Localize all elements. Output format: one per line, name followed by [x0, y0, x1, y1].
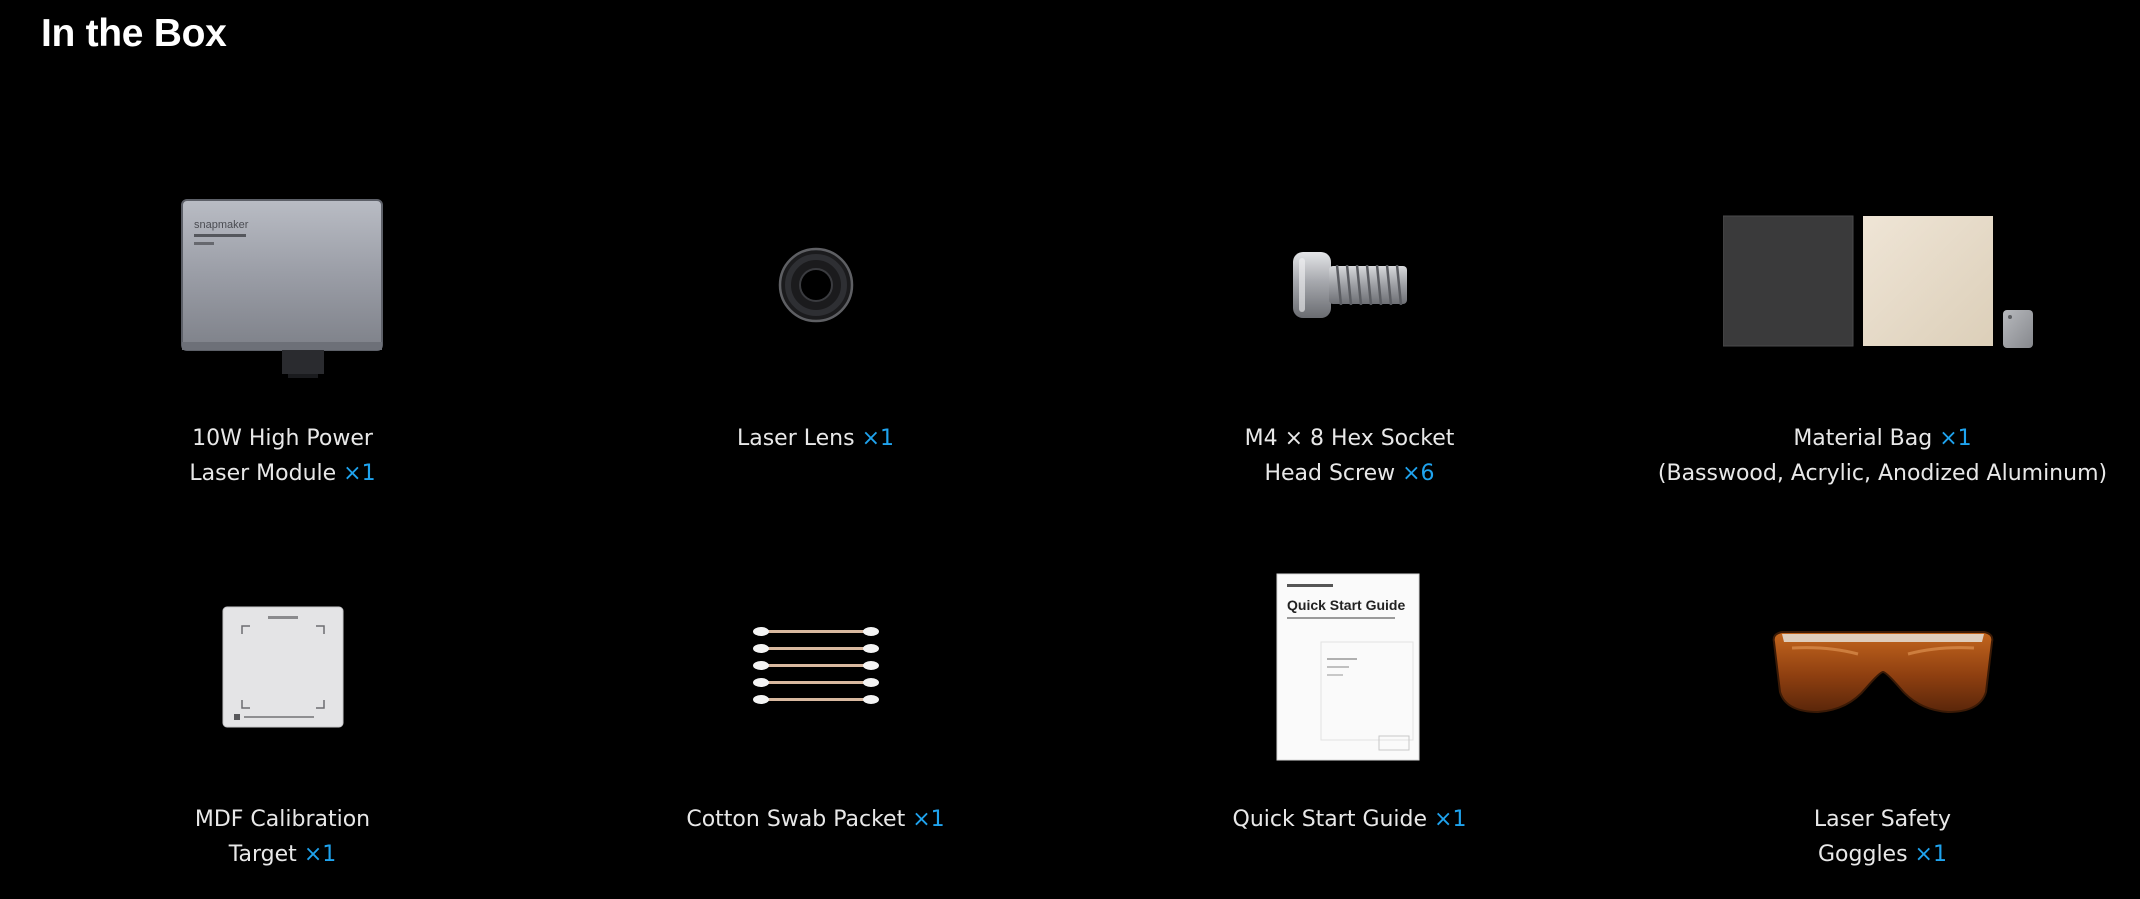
guide-cover-title: Quick Start Guide — [1286, 597, 1405, 613]
calibration-target-icon — [218, 602, 348, 732]
hex-screw-icon — [1285, 240, 1415, 330]
material-bag-image — [1615, 170, 2140, 400]
item-caption — [1082, 802, 1617, 837]
cotton-swab-icon — [751, 617, 881, 717]
material-bag-icon — [1723, 210, 2043, 360]
laser-module-image — [15, 170, 550, 400]
item-quantity: ×1 — [303, 842, 337, 867]
item-caption — [1615, 802, 2140, 872]
item-caption — [548, 421, 1083, 456]
item-quantity: ×1 — [1939, 426, 1972, 451]
module-logo-text: snapmaker — [193, 219, 248, 231]
item-name: Laser Module — [189, 461, 337, 486]
item-name: (Basswood, Acrylic, Anodized Aluminum) — [1657, 461, 2108, 486]
item-caption — [15, 802, 550, 872]
item-name: Goggles — [1818, 842, 1908, 867]
hex-screw-image — [1082, 170, 1617, 400]
laser-lens-image — [548, 170, 1083, 400]
item-quantity: ×1 — [1914, 842, 1947, 867]
item-name: Cotton Swab Packet — [686, 807, 906, 832]
calibration-target-image — [15, 552, 550, 782]
cotton-swab-image — [548, 552, 1083, 782]
item-quantity: ×1 — [861, 426, 895, 451]
quick-start-guide-icon — [1275, 572, 1425, 762]
item-name: 10W High Power — [192, 426, 373, 451]
item-quantity: ×1 — [912, 807, 945, 832]
safety-goggles-image — [1615, 552, 2140, 782]
item-quantity: ×1 — [1434, 807, 1467, 832]
item-name: Quick Start Guide — [1232, 807, 1428, 832]
item-quantity: ×6 — [1402, 461, 1435, 486]
item-caption — [1082, 421, 1617, 491]
item-name: Laser Safety — [1813, 807, 1952, 832]
item-name: Laser Lens — [736, 426, 855, 451]
item-caption — [15, 421, 550, 491]
item-caption — [1615, 421, 2140, 491]
item-name: Material Bag — [1793, 426, 1933, 451]
laser-module-icon — [178, 190, 388, 380]
safety-goggles-icon — [1768, 612, 1998, 722]
item-name: M4 × 8 Hex Socket — [1244, 426, 1455, 451]
item-name: Target — [228, 842, 297, 867]
item-name: Head Screw — [1264, 461, 1396, 486]
item-caption — [548, 802, 1083, 837]
item-name: MDF Calibration — [194, 807, 371, 832]
quick-start-guide-image — [1082, 552, 1617, 782]
page-title: In the Box — [41, 12, 227, 55]
laser-lens-icon — [771, 240, 861, 330]
item-quantity: ×1 — [343, 461, 376, 486]
